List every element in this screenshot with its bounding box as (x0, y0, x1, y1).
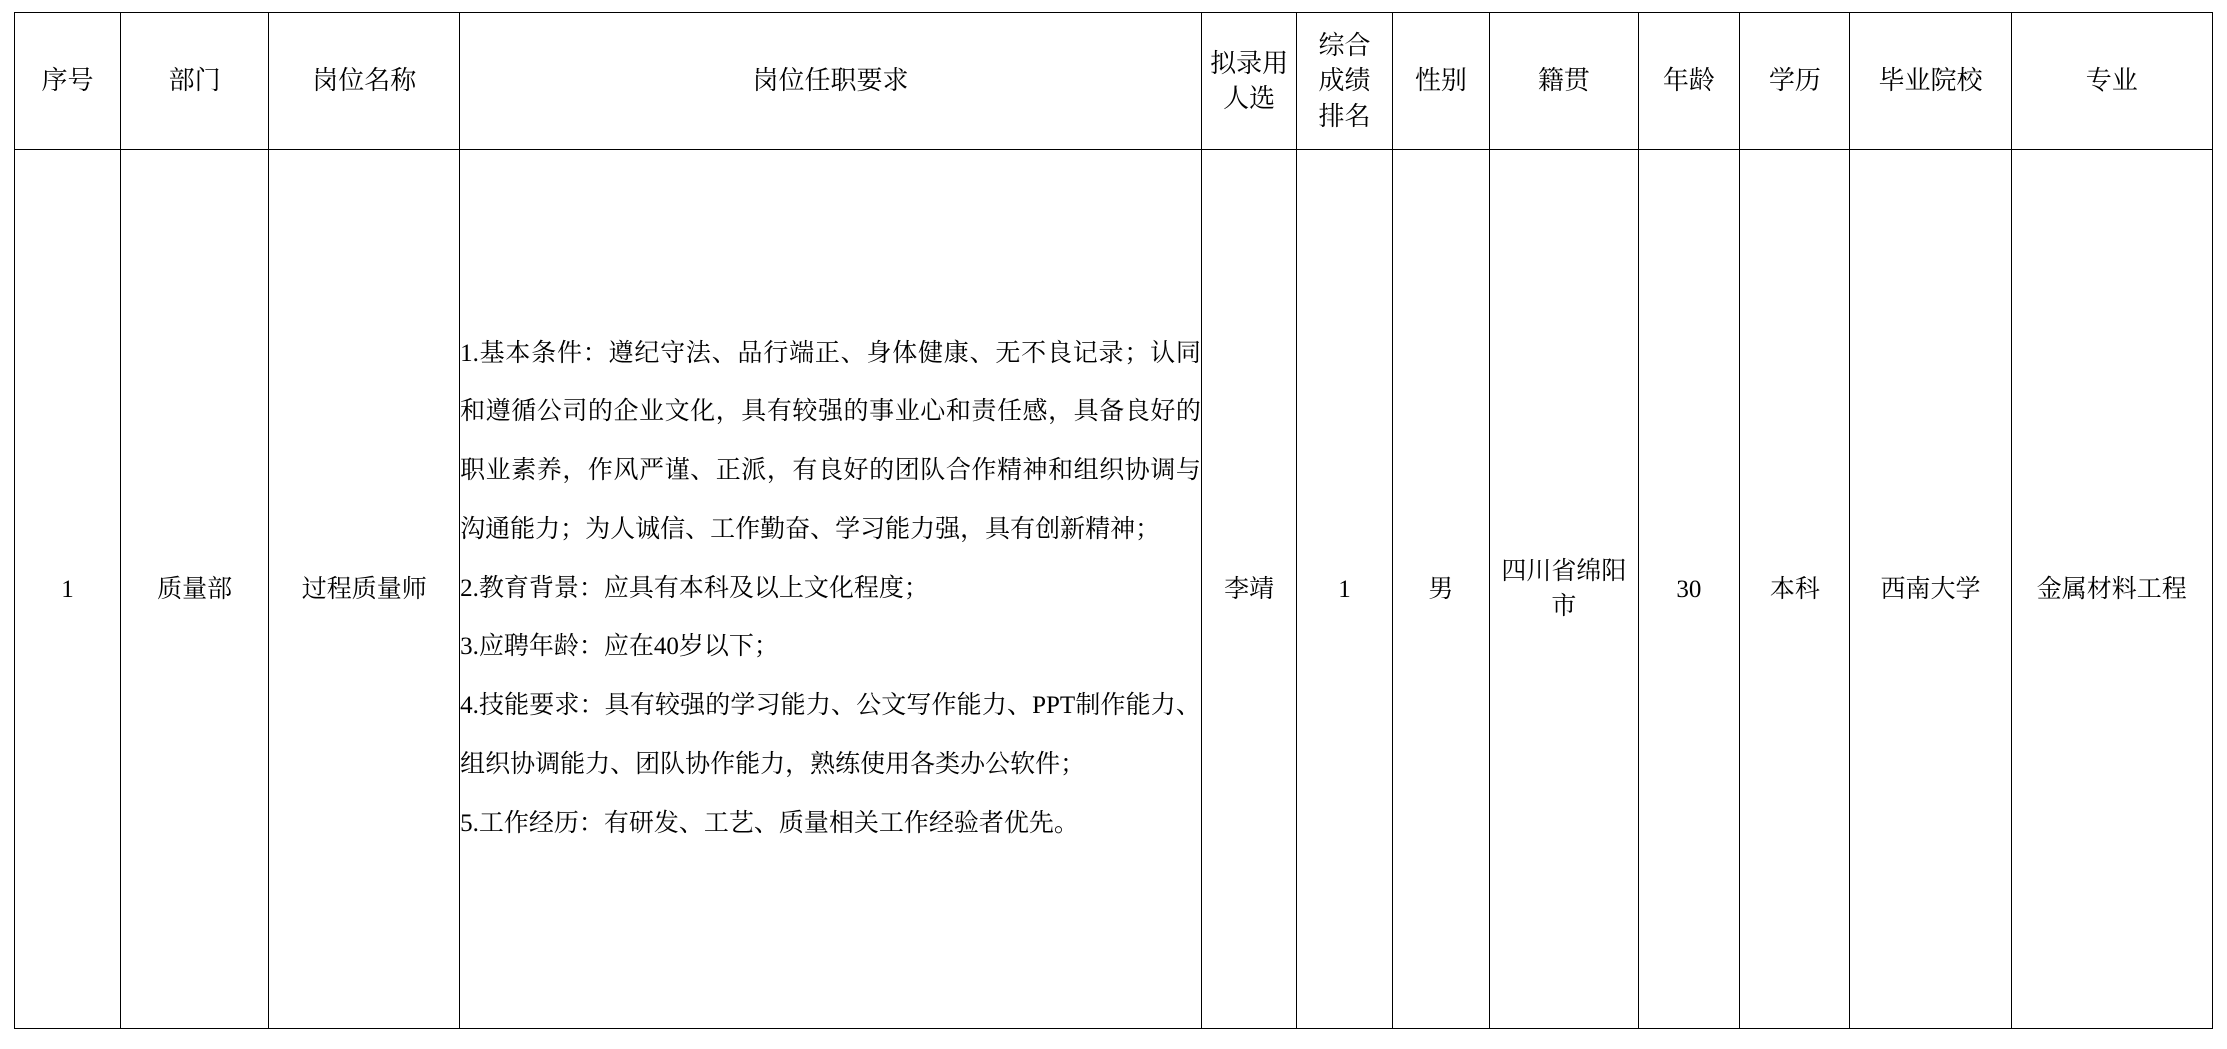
cell-dept: 质量部 (120, 150, 268, 1029)
table-row (15, 150, 2213, 1029)
requirement-item-4: 4.技能要求：具有较强的学习能力、公文写作能力、PPT制作能力、组织协调能力、团队协作能力，熟练使用各类办公软件； (460, 692, 1201, 778)
column-header-dept: 部门 (120, 13, 268, 150)
column-header-rank-line2: 成绩 (1318, 66, 1371, 96)
column-header-seq: 序号 (15, 13, 121, 150)
column-header-post: 岗位名称 (269, 13, 460, 150)
recruitment-table (14, 12, 2213, 1029)
column-header-rank (1297, 13, 1392, 150)
cell-candidate: 李靖 (1201, 150, 1296, 1029)
cell-major: 金属材料工程 (2011, 150, 2212, 1029)
requirement-item-2: 2.教育背景：应具有本科及以上文化程度； (460, 574, 929, 602)
column-header-education: 学历 (1740, 13, 1850, 150)
column-header-origin: 籍贯 (1490, 13, 1638, 150)
cell-gender: 男 (1392, 150, 1490, 1029)
requirement-item-3: 3.应聘年龄：应在40岁以下； (460, 633, 779, 661)
column-header-candidate-line1: 拟录用 (1210, 48, 1289, 78)
cell-education: 本科 (1740, 150, 1850, 1029)
requirement-item-5: 5.工作经历：有研发、工艺、质量相关工作经验者优先。 (460, 809, 1079, 837)
cell-post: 过程质量师 (269, 150, 460, 1029)
column-header-rank-line3: 排名 (1318, 101, 1371, 131)
table-header (15, 13, 2213, 150)
cell-seq: 1 (15, 150, 121, 1029)
table-body (15, 150, 2213, 1029)
column-header-major: 专业 (2011, 13, 2212, 150)
cell-requirements (460, 150, 1202, 1029)
cell-origin: 四川省绵阳市 (1490, 150, 1638, 1029)
column-header-candidate-line2: 人选 (1223, 84, 1276, 113)
column-header-age: 年龄 (1638, 13, 1740, 150)
column-header-requirements: 岗位任职要求 (460, 13, 1202, 150)
requirement-item-1: 1.基本条件：遵纪守法、品行端正、身体健康、无不良记录；认同和遵循公司的企业文化，具有较强的事业心和责任感，具备良好的职业素养，作风严谨、正派，有良好的团队合作精神和组织协调与沟通能力；为人诚信、工作勤奋、学习能力强，具有创新精神； (460, 339, 1201, 543)
cell-rank: 1 (1297, 150, 1392, 1029)
column-header-rank-line1: 综合 (1318, 31, 1371, 61)
column-header-school: 毕业院校 (1850, 13, 2011, 150)
column-header-candidate (1201, 13, 1296, 150)
cell-school: 西南大学 (1850, 150, 2011, 1029)
table-header-row (15, 13, 2213, 150)
column-header-gender: 性别 (1392, 13, 1490, 150)
cell-age: 30 (1638, 150, 1740, 1029)
